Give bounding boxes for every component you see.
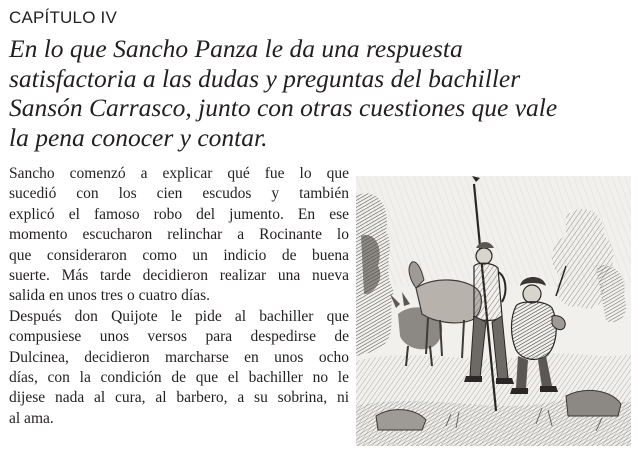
body-line: sucedió con los cien escudos y también xyxy=(9,185,349,203)
body-line: Sancho comenzó a explicar qué fue lo que xyxy=(9,165,349,182)
chapter-title xyxy=(9,34,629,152)
body-line: dijese nada al cura, al barbero, a su sobrina, ni xyxy=(9,389,349,407)
body-line: que consideraron como un indicio de buena xyxy=(9,246,349,264)
chapter-title-line: En lo que Sancho Panza le da una respuesta xyxy=(9,34,463,63)
body-line: Dulcinea, decidieron marcharse en unos ocho xyxy=(9,348,349,366)
body-line: al ama. xyxy=(9,409,54,427)
body-line: Después don Quijote le pide al bachiller que xyxy=(9,307,349,325)
body-line: compusiese unos versos para despedirse de xyxy=(9,328,349,346)
body-line: momento escucharon relinchar a Rocinante lo xyxy=(9,226,349,244)
body-paragraph xyxy=(9,164,349,429)
body-line: explicó el famoso robo del jumento. En ese xyxy=(9,205,349,223)
body-line: suerte. Más tarde decidieron realizar una nueva xyxy=(9,267,349,285)
body-line: días, con la condición de que el bachiller no le xyxy=(9,369,349,387)
engraving-don-quijote-sancho-illustration-icon xyxy=(356,176,631,446)
engraving-illustration xyxy=(356,176,631,446)
chapter-label: CAPÍTULO IV xyxy=(9,8,118,27)
chapter-title-line: Sansón Carrasco, junto con otras cuestiones que vale xyxy=(9,93,558,122)
body-line: salida en unos tres o cuatro días. xyxy=(9,287,211,305)
chapter-title-line: la pena conocer y contar. xyxy=(9,122,268,152)
chapter-title-line: satisfactoria a las dudas y preguntas del bachiller xyxy=(9,63,521,93)
